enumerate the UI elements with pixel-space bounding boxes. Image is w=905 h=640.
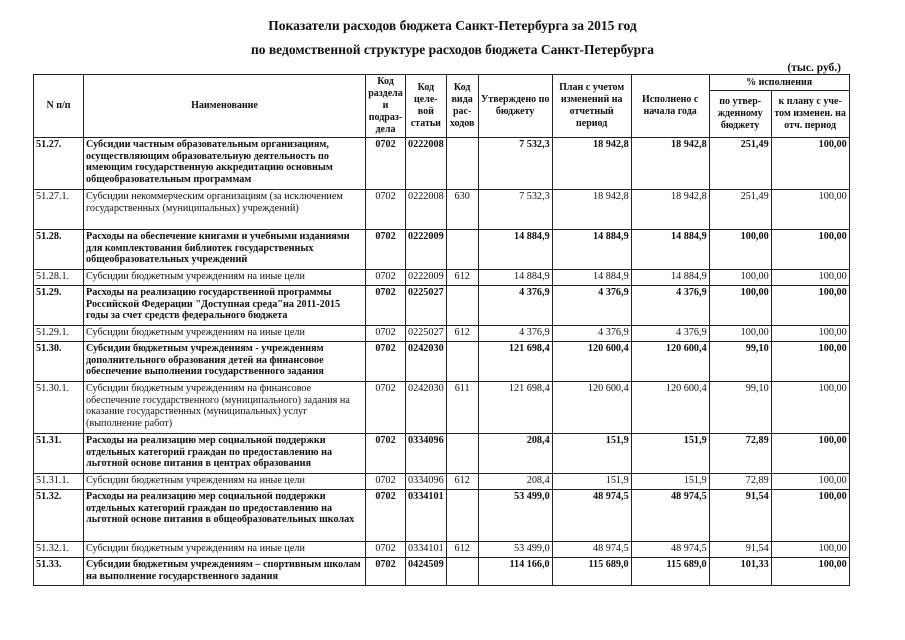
row-number: 51.27. (34, 138, 84, 190)
row-pct-plan: 100,00 (771, 138, 849, 190)
row-plan: 151,9 (552, 474, 631, 490)
row-number: 51.29.1. (34, 326, 84, 342)
table-row (34, 558, 850, 586)
row-pct-approved: 251,49 (709, 190, 771, 230)
row-approved: 208,4 (478, 474, 552, 490)
row-type-code: 630 (446, 190, 478, 230)
table-row (34, 542, 850, 558)
document-title: Показатели расходов бюджета Санкт-Петербурга за 2015 год (268, 18, 637, 33)
col-header-num: N п/п (34, 75, 84, 138)
row-pct-approved: 72,89 (709, 434, 771, 474)
row-pct-approved: 101,33 (709, 558, 771, 586)
row-approved: 53 499,0 (478, 542, 552, 558)
row-type-code: 612 (446, 326, 478, 342)
row-type-code (446, 286, 478, 326)
row-number: 51.30.1. (34, 382, 84, 434)
row-name: Субсидии бюджетным учреждениям - учреждениям дополнительного образования детей на финансовое обеспечение выполнения государственного задания (84, 342, 366, 382)
col-header-name: Наименование (84, 75, 366, 138)
row-pct-plan: 100,00 (771, 382, 849, 434)
row-section-code: 0702 (366, 474, 406, 490)
row-target-code: 0222009 (406, 270, 447, 286)
row-executed: 18 942,8 (631, 138, 709, 190)
row-number: 51.31. (34, 434, 84, 474)
row-name: Расходы на обеспечение книгами и учебными изданиями для комплектования библиотек государственных общеобразовательных учреждений (84, 230, 366, 270)
row-approved: 7 532,3 (478, 138, 552, 190)
row-approved: 208,4 (478, 434, 552, 474)
row-executed: 14 884,9 (631, 230, 709, 270)
row-target-code: 0334096 (406, 434, 447, 474)
row-plan: 120 600,4 (552, 382, 631, 434)
row-number: 51.27.1. (34, 190, 84, 230)
row-number: 51.32.1. (34, 542, 84, 558)
row-number: 51.30. (34, 342, 84, 382)
row-pct-approved: 100,00 (709, 270, 771, 286)
row-pct-approved: 91,54 (709, 542, 771, 558)
row-plan: 14 884,9 (552, 230, 631, 270)
col-header-pct-plan: к плану с уче-том изменен. на отч. период (771, 91, 849, 138)
row-name: Расходы на реализацию государственной программы Российской Федерации "Доступная среда"на 2011-2015 годы за счет средств федерального бюджета (84, 286, 366, 326)
row-number: 51.29. (34, 286, 84, 326)
table-row (34, 434, 850, 474)
row-pct-approved: 99,10 (709, 382, 771, 434)
row-section-code: 0702 (366, 434, 406, 474)
row-executed: 4 376,9 (631, 286, 709, 326)
row-target-code: 0225027 (406, 286, 447, 326)
row-section-code: 0702 (366, 490, 406, 542)
row-pct-approved: 100,00 (709, 230, 771, 270)
row-type-code: 612 (446, 270, 478, 286)
row-pct-plan: 100,00 (771, 286, 849, 326)
row-approved: 121 698,4 (478, 382, 552, 434)
row-executed: 18 942,8 (631, 190, 709, 230)
row-pct-plan: 100,00 (771, 190, 849, 230)
row-section-code: 0702 (366, 138, 406, 190)
row-executed: 48 974,5 (631, 542, 709, 558)
row-pct-plan: 100,00 (771, 474, 849, 490)
row-plan: 120 600,4 (552, 342, 631, 382)
row-name: Субсидии бюджетным учреждениям – спортивным школам на выполнение государственного задания (84, 558, 366, 586)
row-executed: 151,9 (631, 474, 709, 490)
col-header-type-code: Код вида рас-ходов (446, 75, 478, 138)
row-approved: 4 376,9 (478, 286, 552, 326)
row-approved: 114 166,0 (478, 558, 552, 586)
row-plan: 4 376,9 (552, 326, 631, 342)
row-number: 51.32. (34, 490, 84, 542)
row-section-code: 0702 (366, 558, 406, 586)
row-approved: 14 884,9 (478, 230, 552, 270)
row-executed: 4 376,9 (631, 326, 709, 342)
row-section-code: 0702 (366, 382, 406, 434)
row-pct-plan: 100,00 (771, 342, 849, 382)
row-pct-plan: 100,00 (771, 558, 849, 586)
col-header-percent-group: % исполнения (709, 75, 849, 91)
table-row (34, 286, 850, 326)
row-name: Расходы на реализацию мер социальной поддержки отдельных категорий граждан по предоставлению на льготной основе питания в центрах образования (84, 434, 366, 474)
row-target-code: 0222008 (406, 138, 447, 190)
row-approved: 7 532,3 (478, 190, 552, 230)
row-executed: 14 884,9 (631, 270, 709, 286)
table-row (34, 382, 850, 434)
row-name: Субсидии частным образовательным организациям, осуществляющим образовательную деятельность по имеющим государственную аккредитацию основным общеобразовательным программам (84, 138, 366, 190)
row-section-code: 0702 (366, 190, 406, 230)
row-section-code: 0702 (366, 342, 406, 382)
row-type-code (446, 434, 478, 474)
row-target-code: 0242030 (406, 382, 447, 434)
row-pct-plan: 100,00 (771, 326, 849, 342)
col-header-plan: План с учетом изменений на отчетный период (552, 75, 631, 138)
row-section-code: 0702 (366, 542, 406, 558)
row-name: Субсидии бюджетным учреждениям на иные цели (84, 474, 366, 490)
row-name: Субсидии бюджетным учреждениям на иные цели (84, 542, 366, 558)
expenditure-table (33, 74, 850, 586)
row-plan: 48 974,5 (552, 542, 631, 558)
table-row (34, 138, 850, 190)
row-pct-plan: 100,00 (771, 230, 849, 270)
row-pct-approved: 72,89 (709, 474, 771, 490)
table-row (34, 326, 850, 342)
row-target-code: 0334101 (406, 490, 447, 542)
row-type-code: 612 (446, 542, 478, 558)
row-pct-approved: 100,00 (709, 326, 771, 342)
row-name: Расходы на реализацию мер социальной поддержки отдельных категорий граждан по предоставлению на льготной основе питания в общеобразовательных школах (84, 490, 366, 542)
row-target-code: 0242030 (406, 342, 447, 382)
row-target-code: 0424509 (406, 558, 447, 586)
col-header-target-code: Код целе-вой статьи (406, 75, 447, 138)
table-row (34, 490, 850, 542)
col-header-approved: Утверждено по бюджету (478, 75, 552, 138)
row-approved: 4 376,9 (478, 326, 552, 342)
row-executed: 115 689,0 (631, 558, 709, 586)
table-row (34, 342, 850, 382)
row-pct-plan: 100,00 (771, 434, 849, 474)
row-executed: 151,9 (631, 434, 709, 474)
row-section-code: 0702 (366, 326, 406, 342)
row-type-code (446, 490, 478, 542)
row-name: Субсидии бюджетным учреждениям на иные цели (84, 270, 366, 286)
row-executed: 120 600,4 (631, 342, 709, 382)
row-number: 51.28.1. (34, 270, 84, 286)
row-target-code: 0225027 (406, 326, 447, 342)
row-pct-approved: 100,00 (709, 286, 771, 326)
row-type-code (446, 558, 478, 586)
row-approved: 53 499,0 (478, 490, 552, 542)
row-target-code: 0334096 (406, 474, 447, 490)
row-pct-plan: 100,00 (771, 542, 849, 558)
row-type-code: 612 (446, 474, 478, 490)
row-name: Субсидии некоммерческим организациям (за исключением государственных (муниципальных) учреждений) (84, 190, 366, 230)
row-type-code (446, 138, 478, 190)
row-type-code (446, 342, 478, 382)
row-name: Субсидии бюджетным учреждениям на иные цели (84, 326, 366, 342)
row-plan: 14 884,9 (552, 270, 631, 286)
row-plan: 18 942,8 (552, 138, 631, 190)
row-number: 51.31.1. (34, 474, 84, 490)
row-plan: 4 376,9 (552, 286, 631, 326)
units-label: (тыс. руб.) (787, 62, 841, 74)
table-row (34, 270, 850, 286)
col-header-executed: Исполнено с начала года (631, 75, 709, 138)
row-section-code: 0702 (366, 270, 406, 286)
table-row (34, 190, 850, 230)
col-header-section-code: Код раздела и подраз-дела (366, 75, 406, 138)
row-approved: 14 884,9 (478, 270, 552, 286)
row-name: Субсидии бюджетным учреждениям на финансовое обеспечение государственного (муниципального) задания на оказание государственных (муниципальных) услуг (выполнение работ) (84, 382, 366, 434)
row-plan: 48 974,5 (552, 490, 631, 542)
row-section-code: 0702 (366, 286, 406, 326)
row-plan: 151,9 (552, 434, 631, 474)
row-executed: 120 600,4 (631, 382, 709, 434)
row-approved: 121 698,4 (478, 342, 552, 382)
table-row (34, 474, 850, 490)
row-pct-approved: 91,54 (709, 490, 771, 542)
row-section-code: 0702 (366, 230, 406, 270)
col-header-pct-approved: по утвер-жденному бюджету (709, 91, 771, 138)
row-number: 51.28. (34, 230, 84, 270)
row-pct-approved: 99,10 (709, 342, 771, 382)
document-subtitle: по ведомственной структуре расходов бюджета Санкт-Петербурга (250, 42, 655, 57)
row-pct-approved: 251,49 (709, 138, 771, 190)
row-pct-plan: 100,00 (771, 490, 849, 542)
row-type-code: 611 (446, 382, 478, 434)
row-target-code: 0222008 (406, 190, 447, 230)
row-plan: 18 942,8 (552, 190, 631, 230)
row-plan: 115 689,0 (552, 558, 631, 586)
row-type-code (446, 230, 478, 270)
row-number: 51.33. (34, 558, 84, 586)
row-pct-plan: 100,00 (771, 270, 849, 286)
row-target-code: 0222009 (406, 230, 447, 270)
row-target-code: 0334101 (406, 542, 447, 558)
row-executed: 48 974,5 (631, 490, 709, 542)
table-row (34, 230, 850, 270)
